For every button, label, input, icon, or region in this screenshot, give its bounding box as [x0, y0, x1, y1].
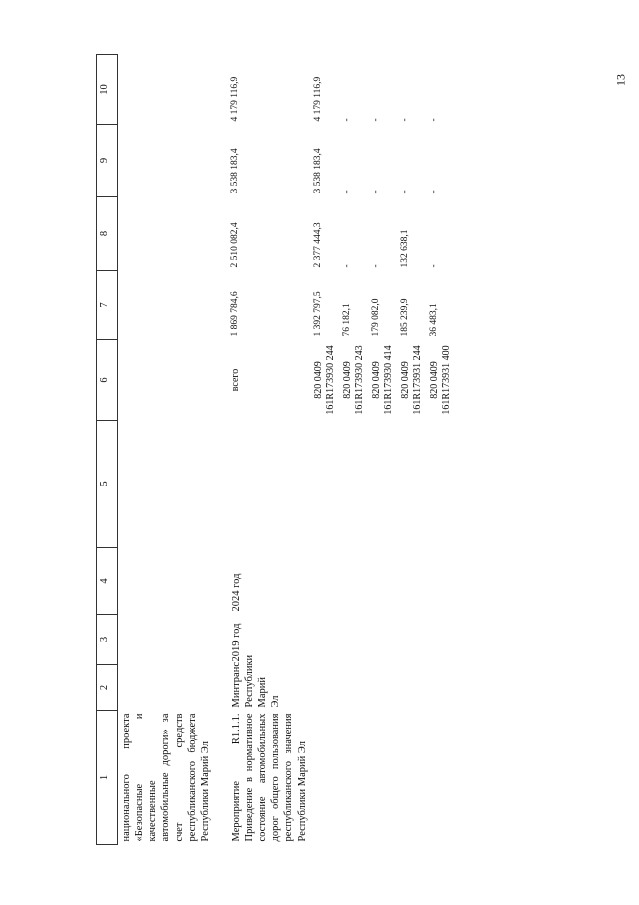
cell	[311, 548, 340, 615]
spacer-row	[214, 55, 228, 845]
cell	[427, 711, 456, 845]
cell-value: -	[341, 118, 352, 122]
cell	[118, 55, 214, 125]
cell	[340, 421, 369, 548]
cell	[118, 548, 214, 615]
cell	[369, 615, 398, 665]
cell	[118, 615, 214, 665]
table-row	[427, 55, 456, 845]
table-row	[398, 55, 427, 845]
cell-value: 132 638,1	[399, 229, 410, 268]
cell-responsible: Минтранс Республики Марий Эл	[230, 654, 282, 708]
cell-value: 1 392 797,5	[312, 291, 323, 337]
col-header: 6	[97, 340, 118, 421]
cell-value: 1 869 784,6	[229, 291, 240, 337]
cell	[118, 197, 214, 271]
cell-value: -	[428, 264, 439, 268]
cell	[369, 665, 398, 711]
cell	[340, 665, 369, 711]
cell	[398, 421, 427, 548]
cell	[228, 421, 311, 548]
table-row	[311, 55, 340, 845]
cell-value: -	[370, 190, 381, 194]
cell	[311, 665, 340, 711]
cell-value: -	[370, 118, 381, 122]
cell-value: 3 538 183,4	[229, 148, 240, 194]
cell-value: 3 538 183,4	[312, 148, 323, 194]
cell	[398, 548, 427, 615]
cell	[398, 665, 427, 711]
cell-value: 2 510 082,4	[229, 222, 240, 268]
cell-value: -	[399, 190, 410, 194]
cell-description: национального проекта «Безопасные и качественные автомобильные дороги» за счет средств республиканского бюджета Республики Марий Эл	[121, 713, 211, 842]
col-header: 1	[97, 711, 118, 845]
cell-start: 2019 год	[230, 623, 242, 662]
cell	[311, 421, 340, 548]
cell	[398, 711, 427, 845]
header-row	[97, 55, 118, 845]
cell-value: -	[341, 264, 352, 268]
table-row	[228, 55, 311, 845]
cell	[340, 711, 369, 845]
cell-value: 36 483,1	[428, 303, 439, 337]
cell	[427, 615, 456, 665]
budget-table	[96, 54, 456, 845]
cell-value: 179 082,0	[370, 298, 381, 337]
rotated-table-area	[96, 55, 626, 845]
cell	[118, 665, 214, 711]
rotated-page	[96, 55, 626, 845]
cell-value: 4 179 116,9	[229, 76, 240, 122]
table-row	[118, 55, 214, 845]
cell-value: 4 179 116,9	[312, 76, 323, 122]
cell-value: -	[399, 118, 410, 122]
table-row	[369, 55, 398, 845]
col-header: 7	[97, 271, 118, 340]
cell-value: -	[428, 190, 439, 194]
cell-value: -	[370, 264, 381, 268]
cell-value: -	[341, 190, 352, 194]
cell-end: 2024 год	[230, 573, 242, 612]
cell	[427, 421, 456, 548]
col-header: 9	[97, 125, 118, 197]
cell	[340, 548, 369, 615]
cell	[369, 548, 398, 615]
cell-value: 76 182,1	[341, 303, 352, 337]
cell-value: 185 239,9	[399, 298, 410, 337]
cell	[369, 711, 398, 845]
cell-code: 820 0409 161R173931 400	[428, 345, 453, 415]
cell-code: 820 0409 161R173930 414	[370, 345, 395, 415]
cell	[427, 548, 456, 615]
cell-code: 820 0409 161R173930 243	[341, 345, 366, 415]
col-header: 8	[97, 197, 118, 271]
page-number: 13	[613, 74, 628, 86]
col-header: 5	[97, 421, 118, 548]
cell	[369, 421, 398, 548]
cell	[118, 421, 214, 548]
cell	[398, 615, 427, 665]
col-header: 4	[97, 548, 118, 615]
cell	[118, 125, 214, 197]
col-header: 2	[97, 665, 118, 711]
col-header: 3	[97, 615, 118, 665]
table-row	[340, 55, 369, 845]
cell	[311, 615, 340, 665]
col-header: 10	[97, 55, 118, 125]
cell-value: 2 377 444,3	[312, 222, 323, 268]
cell	[118, 340, 214, 421]
cell	[427, 665, 456, 711]
cell-code: 820 0409 161R173930 244	[312, 345, 337, 415]
cell-code: всего	[229, 368, 241, 392]
cell	[340, 615, 369, 665]
cell	[311, 711, 340, 845]
cell-code: 820 0409 161R173931 244	[399, 345, 424, 415]
cell	[118, 271, 214, 340]
cell-value: -	[428, 118, 439, 122]
cell-description: Мероприятие R1.1.1. Приведение в нормативное состояние автомобильных дорог общего пользования республиканского значения Республики Марий Эл	[230, 713, 308, 842]
